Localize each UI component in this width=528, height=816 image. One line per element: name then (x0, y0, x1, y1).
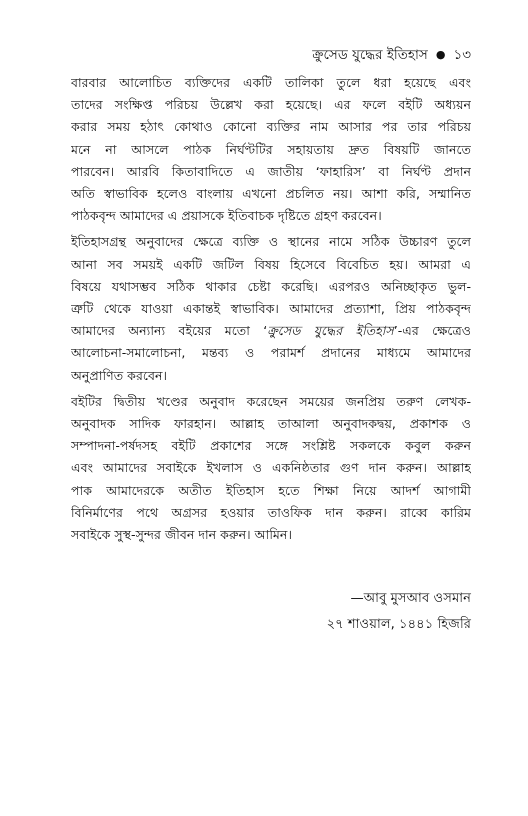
text-line: বিনির্মাণের পথে অগ্রসর হওয়ার তাওফিক দান করুন। রাব্বে কারিম (71, 504, 471, 520)
text-line: পারবেন। আরবি কিতাবাদিতে এ জাতীয় ‘ফাহারিস’ বা নির্ঘণ্ট প্রদান (71, 163, 471, 179)
text-line: অনুবাদক সাদিক ফারহান। আল্লাহ তাআলা অনুবাদকদ্বয়, প্রকাশক ও (71, 416, 471, 432)
running-header-title: ক্রুসেড যুদ্ধের ইতিহাস (312, 47, 428, 63)
bullet-icon: ● (435, 48, 446, 61)
signature-block (71, 586, 471, 638)
text-line: মনে না আসলে পাঠক নির্ঘণ্টটির সহায়তায় দ্রুত বিষয়টি জানতে (71, 141, 471, 157)
text-line: অতি স্বাভাবিক হলেও বাংলায় এখনো প্রচলিত নয়। আশা করি, সম্মানিত (71, 186, 471, 202)
text-segment: আমাদের অন্যান্য বইয়ের মতো ‘ (71, 323, 268, 339)
text-line: বইটির দ্বিতীয় খণ্ডের অনুবাদ করেছেন সময়ের জনপ্রিয় তরুণ লেখক- (71, 393, 471, 409)
text-line: পাঠকবৃন্দ আমাদের এ প্রয়াসকে ইতিবাচক দৃষ্টিতে গ্রহণ করবেন। (71, 208, 382, 224)
italic-book-title: ক্রুসেড যুদ্ধের ইতিহাস (267, 323, 394, 339)
text-line: ত্রুটি থেকে যাওয়া একান্তই স্বাভাবিক। আমাদের প্রত্যাশা, প্রিয় পাঠকবৃন্দ (71, 301, 471, 317)
body-text (71, 72, 471, 546)
text-line: বারবার আলোচিত ব্যক্তিদের একটি তালিকা তুলে ধরা হয়েছে এবং (71, 75, 471, 90)
paragraph-1 (71, 72, 471, 227)
text-line: আনা সব সময়ই একটি জটিল বিষয় হিসেবে বিবেচিত হয়। আমরা এ (71, 256, 471, 272)
signature-date: ২৭ শাওয়াল, ১৪৪১ হিজরি (326, 617, 471, 633)
text-line: আলোচনা-সমালোচনা, মন্তব্য ও পরামর্শ প্রদানের মাধ্যমে আমাদের (71, 345, 471, 361)
text-segment: ’-এর ক্ষেত্রেও (393, 323, 471, 339)
author-name: —আবু মুসআব ওসমান (350, 591, 471, 607)
paragraph-3 (71, 391, 471, 546)
text-line: সম্পাদনা-পর্ষদসহ বইটি প্রকাশের সঙ্গে সংশ্লিষ্ট সকলকে কবুল করুন (71, 438, 471, 454)
page-number: ১৩ (453, 47, 471, 63)
text-line-with-italic-title (71, 320, 471, 342)
text-line: তাদের সংক্ষিপ্ত পরিচয় উল্লেখ করা হয়েছে। এর ফলে বইটি অধ্যয়ন (71, 97, 471, 113)
text-line: পাক আমাদেরকে অতীত ইতিহাস হতে শিক্ষা নিয়ে আদর্শ আগামী (71, 482, 471, 498)
paragraph-2 (71, 231, 471, 386)
text-line: করার সময় হঠাৎ কোথাও কোনো ব্যক্তির নাম আসার পর তার পরিচয় (71, 119, 471, 135)
running-header (71, 44, 471, 66)
text-line: সবাইকে সুস্থ-সুন্দর জীবন দান করুন। আমিন। (71, 527, 292, 543)
text-line: ইতিহাসগ্রন্থ অনুবাদের ক্ষেত্রে ব্যক্তি ও স্থানের নামে সঠিক উচ্চারণ তুলে (71, 234, 471, 250)
text-line: এবং আমাদের সবাইকে ইখলাস ও একনিষ্ঠতার গুণ দান করুন। আল্লাহ (71, 460, 471, 476)
text-line: অনুপ্রাণিত করবেন। (71, 367, 167, 383)
text-line: বিষয়ে যথাসম্ভব সঠিক থাকার চেষ্টা করেছি। এরপরও অনিচ্ছাকৃত ভুল- (71, 278, 471, 294)
